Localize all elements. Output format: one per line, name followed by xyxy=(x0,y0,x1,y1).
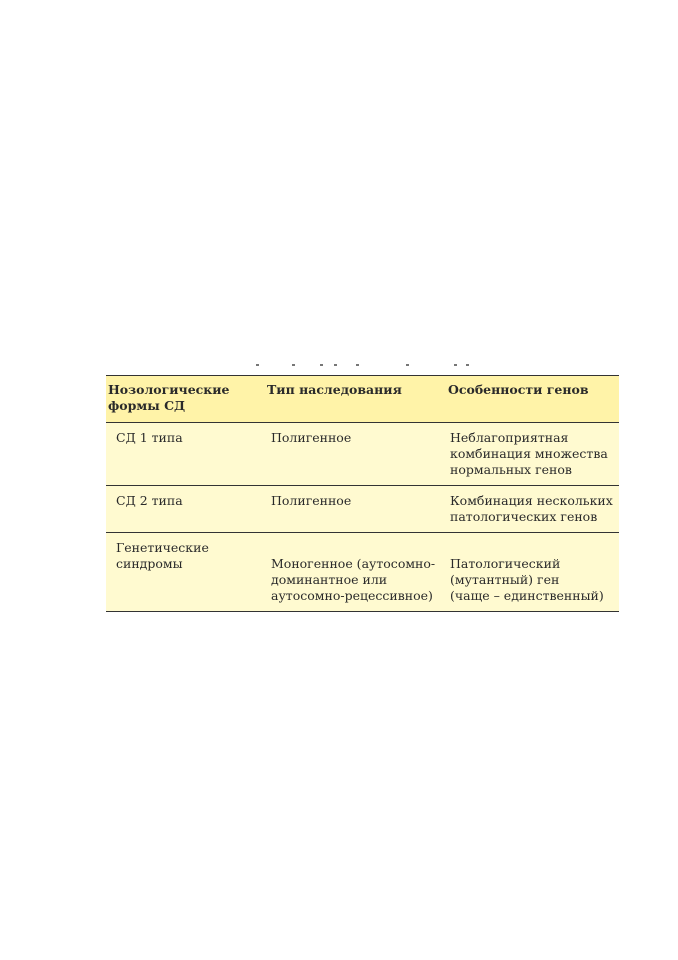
table-row xyxy=(106,533,619,612)
cell-line: синдромы xyxy=(116,556,183,571)
cell-line: Неблагоприятная xyxy=(450,430,569,445)
table-row xyxy=(106,423,619,486)
cell-form xyxy=(106,423,265,486)
header-line: Тип наследования xyxy=(267,382,402,397)
header-nosological-forms xyxy=(106,376,265,423)
cell-inheritance xyxy=(265,423,445,486)
cell-line: патологических генов xyxy=(450,509,598,524)
header-line: формы СД xyxy=(108,398,186,413)
cell-line: Полигенное xyxy=(271,493,352,508)
inheritance-table-container xyxy=(106,375,619,612)
cell-line: Полигенное xyxy=(271,430,352,445)
cell-line: аутосомно-рецессивное) xyxy=(271,588,433,603)
header-line: Особенности генов xyxy=(448,382,589,397)
cell-form xyxy=(106,486,265,533)
table-row xyxy=(106,486,619,533)
cell-line: СД 2 типа xyxy=(116,493,183,508)
caption-remnant xyxy=(252,364,482,368)
cell-genes xyxy=(445,533,619,612)
header-row xyxy=(106,376,619,423)
cell-line: Моногенное (аутосомно- xyxy=(271,556,436,571)
cell-line: (чаще – единственный) xyxy=(450,588,604,603)
header-gene-features xyxy=(445,376,619,423)
table-body xyxy=(106,423,619,612)
cell-form xyxy=(106,533,265,612)
cell-inheritance xyxy=(265,486,445,533)
cell-line: Генетические xyxy=(116,540,209,555)
cell-genes xyxy=(445,486,619,533)
cell-line: (мутантный) ген xyxy=(450,572,560,587)
cell-line: доминантное или xyxy=(271,572,388,587)
cell-line: Комбинация нескольких xyxy=(450,493,613,508)
cell-line xyxy=(450,540,617,556)
cell-line: нормальных генов xyxy=(450,462,572,477)
cell-inheritance xyxy=(265,533,445,612)
cell-line xyxy=(271,540,443,556)
cell-line: Патологический xyxy=(450,556,561,571)
header-line: Нозологические xyxy=(108,382,230,397)
cell-line: комбинация множества xyxy=(450,446,608,461)
inheritance-table xyxy=(106,375,619,612)
header-inheritance-type xyxy=(265,376,445,423)
cell-line: СД 1 типа xyxy=(116,430,183,445)
table-header xyxy=(106,376,619,423)
cell-genes xyxy=(445,423,619,486)
